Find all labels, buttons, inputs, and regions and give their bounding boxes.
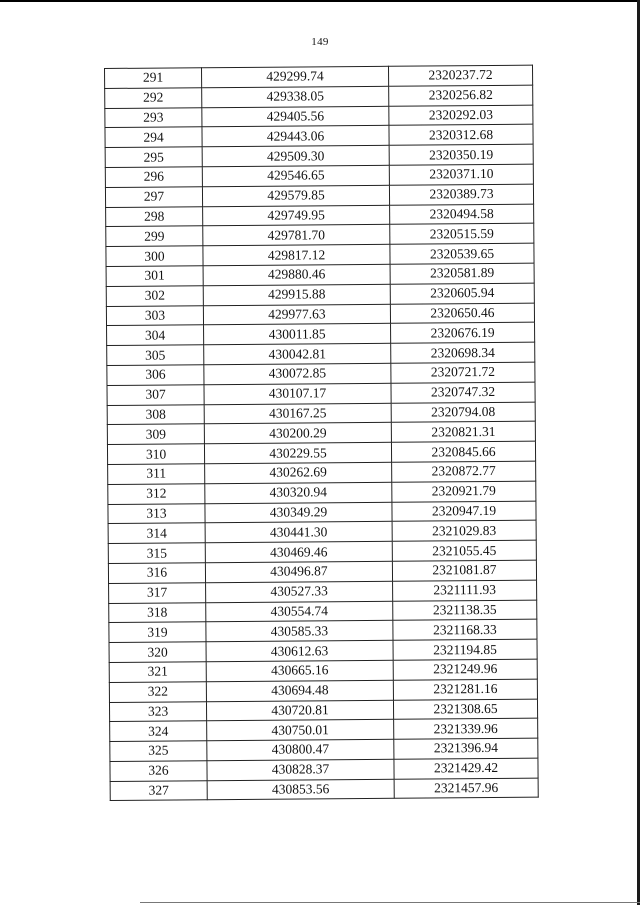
point-number-cell: 294 <box>105 127 202 148</box>
point-number-cell: 318 <box>109 602 206 623</box>
x-coordinate-cell: 429880.46 <box>203 264 390 285</box>
x-coordinate-cell: 429915.88 <box>203 284 390 305</box>
x-coordinate-cell: 429405.56 <box>202 106 389 127</box>
x-coordinate-cell: 429443.06 <box>202 126 389 147</box>
point-number-cell: 292 <box>105 88 202 109</box>
y-coordinate-cell: 2320747.32 <box>391 382 535 403</box>
point-number-cell: 305 <box>107 345 204 366</box>
x-coordinate-cell: 430011.85 <box>204 324 391 345</box>
y-coordinate-cell: 2320494.58 <box>390 204 534 225</box>
y-coordinate-cell: 2321194.85 <box>393 639 537 660</box>
y-coordinate-cell: 2321308.65 <box>393 699 537 720</box>
y-coordinate-cell: 2321339.96 <box>394 718 538 739</box>
y-coordinate-cell: 2321281.16 <box>393 679 537 700</box>
y-coordinate-cell: 2320237.72 <box>388 65 532 86</box>
y-coordinate-cell: 2320650.46 <box>390 303 534 324</box>
point-number-cell: 320 <box>109 642 206 663</box>
x-coordinate-cell: 429509.30 <box>202 145 389 166</box>
x-coordinate-cell: 429546.65 <box>202 165 389 186</box>
point-number-cell: 306 <box>107 365 204 386</box>
point-number-cell: 325 <box>110 741 207 762</box>
x-coordinate-cell: 430612.63 <box>206 640 393 661</box>
coordinate-table-body <box>105 65 539 801</box>
y-coordinate-cell: 2320292.03 <box>389 105 533 126</box>
x-coordinate-cell: 430694.48 <box>206 680 393 701</box>
point-number-cell: 314 <box>108 523 205 544</box>
point-number-cell: 303 <box>106 305 203 326</box>
y-coordinate-cell: 2320350.19 <box>389 144 533 165</box>
scan-border-top <box>0 0 640 2</box>
y-coordinate-cell: 2320947.19 <box>392 501 536 522</box>
x-coordinate-cell: 430262.69 <box>205 462 392 483</box>
point-number-cell: 312 <box>108 483 205 504</box>
y-coordinate-cell: 2320921.79 <box>392 481 536 502</box>
x-coordinate-cell: 430042.81 <box>204 343 391 364</box>
x-coordinate-cell: 430720.81 <box>206 700 393 721</box>
x-coordinate-cell: 430800.47 <box>207 739 394 760</box>
x-coordinate-cell: 430554.74 <box>206 601 393 622</box>
x-coordinate-cell: 429299.74 <box>202 66 389 87</box>
x-coordinate-cell: 430200.29 <box>204 423 391 444</box>
point-number-cell: 300 <box>106 246 203 267</box>
point-number-cell: 317 <box>109 582 206 603</box>
y-coordinate-cell: 2321457.96 <box>394 778 538 799</box>
point-number-cell: 316 <box>108 563 205 584</box>
x-coordinate-cell: 430349.29 <box>205 502 392 523</box>
x-coordinate-cell: 429338.05 <box>202 86 389 107</box>
x-coordinate-cell: 430665.16 <box>206 660 393 681</box>
x-coordinate-cell: 430527.33 <box>206 581 393 602</box>
point-number-cell: 315 <box>108 543 205 564</box>
point-number-cell: 301 <box>106 266 203 287</box>
x-coordinate-cell: 430496.87 <box>205 561 392 582</box>
point-number-cell: 326 <box>110 761 207 782</box>
y-coordinate-cell: 2320821.31 <box>391 421 535 442</box>
x-coordinate-cell: 429817.12 <box>203 244 390 265</box>
point-number-cell: 308 <box>107 404 204 425</box>
page-number: 149 <box>311 36 329 48</box>
x-coordinate-cell: 430585.33 <box>206 621 393 642</box>
x-coordinate-cell: 430828.37 <box>207 759 394 780</box>
point-number-cell: 309 <box>107 424 204 445</box>
point-number-cell: 307 <box>107 384 204 405</box>
point-number-cell: 295 <box>105 147 202 168</box>
scan-border-bottom <box>140 902 640 903</box>
x-coordinate-cell: 429579.85 <box>202 185 389 206</box>
point-number-cell: 299 <box>106 226 203 247</box>
x-coordinate-cell: 430107.17 <box>204 383 391 404</box>
x-coordinate-cell: 430167.25 <box>204 403 391 424</box>
y-coordinate-cell: 2320872.77 <box>392 461 536 482</box>
x-coordinate-cell: 430072.85 <box>204 363 391 384</box>
y-coordinate-cell: 2321055.45 <box>392 540 536 561</box>
y-coordinate-cell: 2320539.65 <box>390 243 534 264</box>
x-coordinate-cell: 430229.55 <box>204 442 391 463</box>
y-coordinate-cell: 2320515.59 <box>390 224 534 245</box>
point-number-cell: 293 <box>105 107 202 128</box>
point-number-cell: 298 <box>106 206 203 227</box>
point-number-cell: 291 <box>105 68 202 89</box>
y-coordinate-cell: 2321168.33 <box>393 619 537 640</box>
point-number-cell: 319 <box>109 622 206 643</box>
y-coordinate-cell: 2320371.10 <box>389 164 533 185</box>
x-coordinate-cell: 429781.70 <box>203 225 390 246</box>
point-number-cell: 313 <box>108 503 205 524</box>
y-coordinate-cell: 2321111.93 <box>393 580 537 601</box>
point-number-cell: 310 <box>107 444 204 465</box>
coordinate-table <box>104 65 539 802</box>
table-row <box>110 778 538 801</box>
y-coordinate-cell: 2320312.68 <box>389 125 533 146</box>
x-coordinate-cell: 429977.63 <box>203 304 390 325</box>
point-number-cell: 322 <box>109 681 206 702</box>
y-coordinate-cell: 2320256.82 <box>389 85 533 106</box>
y-coordinate-cell: 2320698.34 <box>391 342 535 363</box>
point-number-cell: 302 <box>106 285 203 306</box>
y-coordinate-cell: 2320605.94 <box>390 283 534 304</box>
x-coordinate-cell: 430469.46 <box>205 541 392 562</box>
y-coordinate-cell: 2320794.08 <box>391 402 535 423</box>
point-number-cell: 311 <box>108 464 205 485</box>
point-number-cell: 327 <box>110 780 207 801</box>
x-coordinate-cell: 430853.56 <box>207 779 394 800</box>
x-coordinate-cell: 429749.95 <box>203 205 390 226</box>
y-coordinate-cell: 2321249.96 <box>393 659 537 680</box>
y-coordinate-cell: 2321429.42 <box>394 758 538 779</box>
y-coordinate-cell: 2321138.35 <box>393 600 537 621</box>
x-coordinate-cell: 430320.94 <box>205 482 392 503</box>
y-coordinate-cell: 2320581.89 <box>390 263 534 284</box>
y-coordinate-cell: 2321081.87 <box>392 560 536 581</box>
y-coordinate-cell: 2320845.66 <box>391 441 535 462</box>
y-coordinate-cell: 2320389.73 <box>389 184 533 205</box>
point-number-cell: 304 <box>107 325 204 346</box>
x-coordinate-cell: 430750.01 <box>207 720 394 741</box>
point-number-cell: 296 <box>105 167 202 188</box>
point-number-cell: 323 <box>109 701 206 722</box>
y-coordinate-cell: 2320676.19 <box>391 322 535 343</box>
y-coordinate-cell: 2321396.94 <box>394 738 538 759</box>
point-number-cell: 324 <box>110 721 207 742</box>
x-coordinate-cell: 430441.30 <box>205 522 392 543</box>
point-number-cell: 321 <box>109 662 206 683</box>
point-number-cell: 297 <box>105 187 202 208</box>
y-coordinate-cell: 2320721.72 <box>391 362 535 383</box>
y-coordinate-cell: 2321029.83 <box>392 520 536 541</box>
